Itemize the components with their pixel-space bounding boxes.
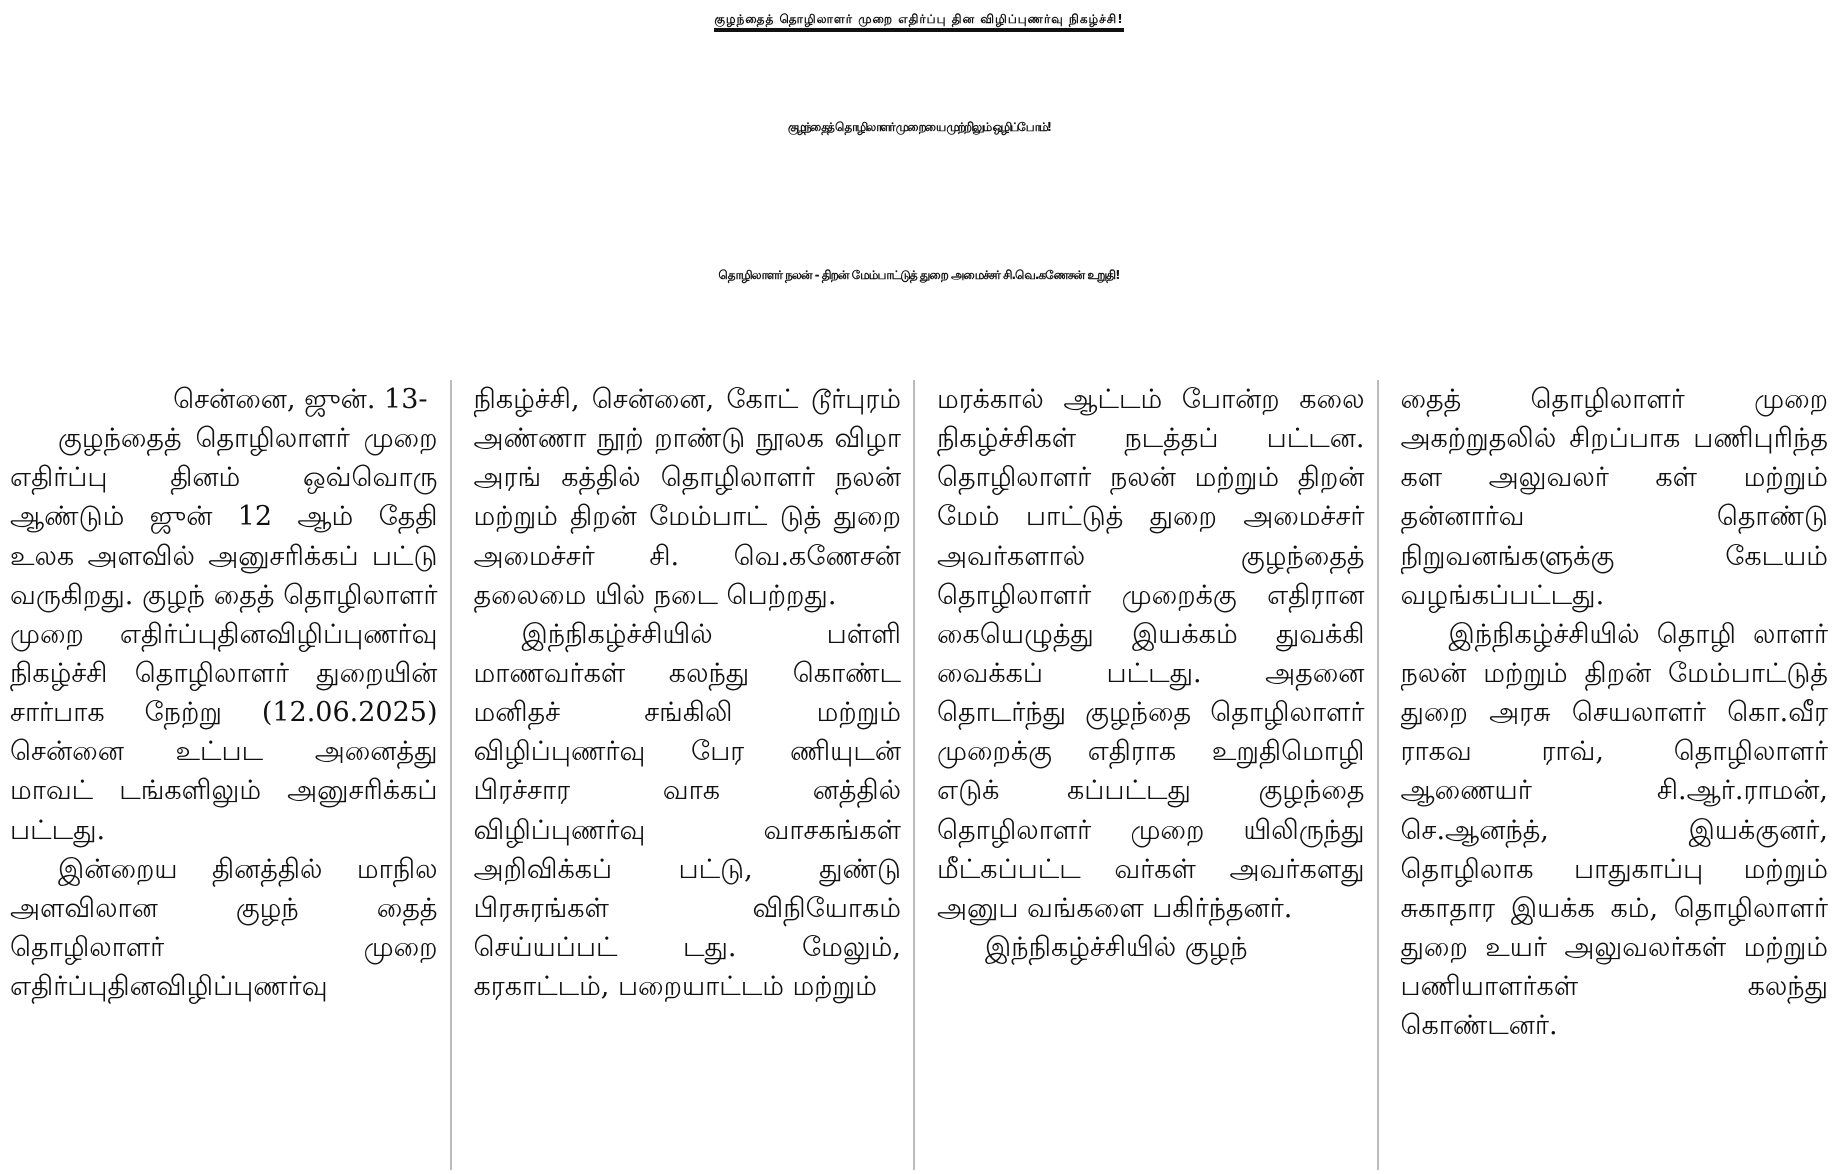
subheadline: தொழிலாளர் நலன் - திறன் மேம்பாட்டுத் துறை அமைச்சர் சி.வெ.கணேசன் உறுதி! bbox=[718, 268, 1120, 282]
paragraph: குழந்தைத் தொழிலாளர் முறை எதிர்ப்பு தினம் ஒவ்வொரு ஆண்டும் ஜுன் 12 ஆம் தேதி உலக அளவில் அனுசரிக்கப் பட்டு வருகிறது. குழந் தைத் தொழிலாளர் முறை எதிர்ப்புதினவிழிப்புணர்வு நிகழ்ச்சி தொழிலாளர் துறையின் சார்பாக நேற்று (12.06.2025) சென்னை உட்பட அனைத்து மாவட் டங்களிலும் அனுசரிக்கப் பட்டது. bbox=[10, 423, 438, 846]
article-column-1 bbox=[10, 380, 452, 1170]
paragraph: இந்நிகழ்ச்சியில் பள்ளி மாணவர்கள் கலந்து கொண்ட மனிதச் சங்கிலி மற்றும் விழிப்புணர்வு பேர ணியுடன் பிரச்சார வாக னத்தில் விழிப்புணர்வு வாசகங்கள் அறிவிக்கப் பட்டு, துண்டு பிரசுரங்கள் விநியோகம் செய்யப்பட் டது. மேலும், கரகாட்டம், பறையாட்டம் மற்றும் bbox=[473, 618, 901, 1003]
paragraph: இந்நிகழ்ச்சியில் குழந் bbox=[985, 931, 1248, 963]
dateline: சென்னை, ஜுன். 13- bbox=[173, 384, 428, 415]
paragraph: நிகழ்ச்சி, சென்னை, கோட் டூர்புரம் அண்ணா நூற் றாண்டு நூலக விழா அரங் கத்தில் தொழிலாளர் நலன் மற்றும் திறன் மேம்பாட் டுத் துறை அமைச்சர் சி. வெ.கணேசன் தலைமை யில் நடை பெற்றது. bbox=[473, 384, 901, 611]
main-headline: குழந்தைத் தொழிலாளர் முறையை முற்றிலும் ஒழிப்போம்! bbox=[787, 120, 1051, 134]
article-column-2 bbox=[474, 380, 916, 1170]
paragraph: இந்நிகழ்ச்சியில் தொழி லாளர் நலன் மற்றும் திறன் மேம்பாட்டுத் துறை அரசு செயலாளர் கொ.வீர ராகவ ராவ், தொழிலாளர் ஆணையர் சி.ஆர்.ராமன், செ.ஆனந்த், இயக்குனர், தொழிலாக பாதுகாப்பு மற்றும் சுகாதார இயக்க கம், தொழிலாளர் துறை உயர் அலுவலர்கள் மற்றும் பணியாளர்கள் கலந்து கொண்டனர். bbox=[1400, 618, 1828, 1042]
kicker-text: குழந்தைத் தொழிலாளர் முறை எதிர்ப்பு தின விழிப்புணர்வு நிகழ்ச்சி! bbox=[714, 12, 1123, 32]
paragraph: தைத் தொழிலாளர் முறை அகற்றுதலில் சிறப்பாக பணிபுரிந்த கள அலுவலர் கள் மற்றும் தன்னார்வ தொண்டு நிறுவனங்களுக்கு கேடயம் வழங்கப்பட்டது. bbox=[1400, 384, 1828, 611]
article-body bbox=[10, 380, 1828, 1170]
kicker-heading bbox=[0, 12, 1838, 28]
article-column-4 bbox=[1401, 380, 1829, 1170]
paragraph: மரக்கால் ஆட்டம் போன்ற கலை நிகழ்ச்சிகள் நடத்தப் பட்டன. தொழிலாளர் நலன் மற்றும் திறன் மேம் பாட்டுத் துறை அமைச்சர் அவர்களால் குழந்தைத் தொழிலாளர் முறைக்கு எதிரான கையெழுத்து இயக்கம் துவக்கி வைக்கப் பட்டது. அதனை தொடர்ந்து குழந்தை தொழிலாளர் முறைக்கு எதிராக உறுதிமொழி எடுக் கப்பட்டது குழந்தை தொழிலாளர் முறை யிலிருந்து மீட்கப்பட்ட வர்கள் அவர்களது அனுப வங்களை பகிர்ந்தனர். bbox=[937, 384, 1365, 924]
paragraph: இன்றைய தினத்தில் மாநில அளவிலான குழந் தைத் தொழிலாளர் முறை எதிர்ப்புதினவிழிப்புணர்வு bbox=[10, 853, 438, 1003]
article-column-3 bbox=[937, 380, 1379, 1170]
